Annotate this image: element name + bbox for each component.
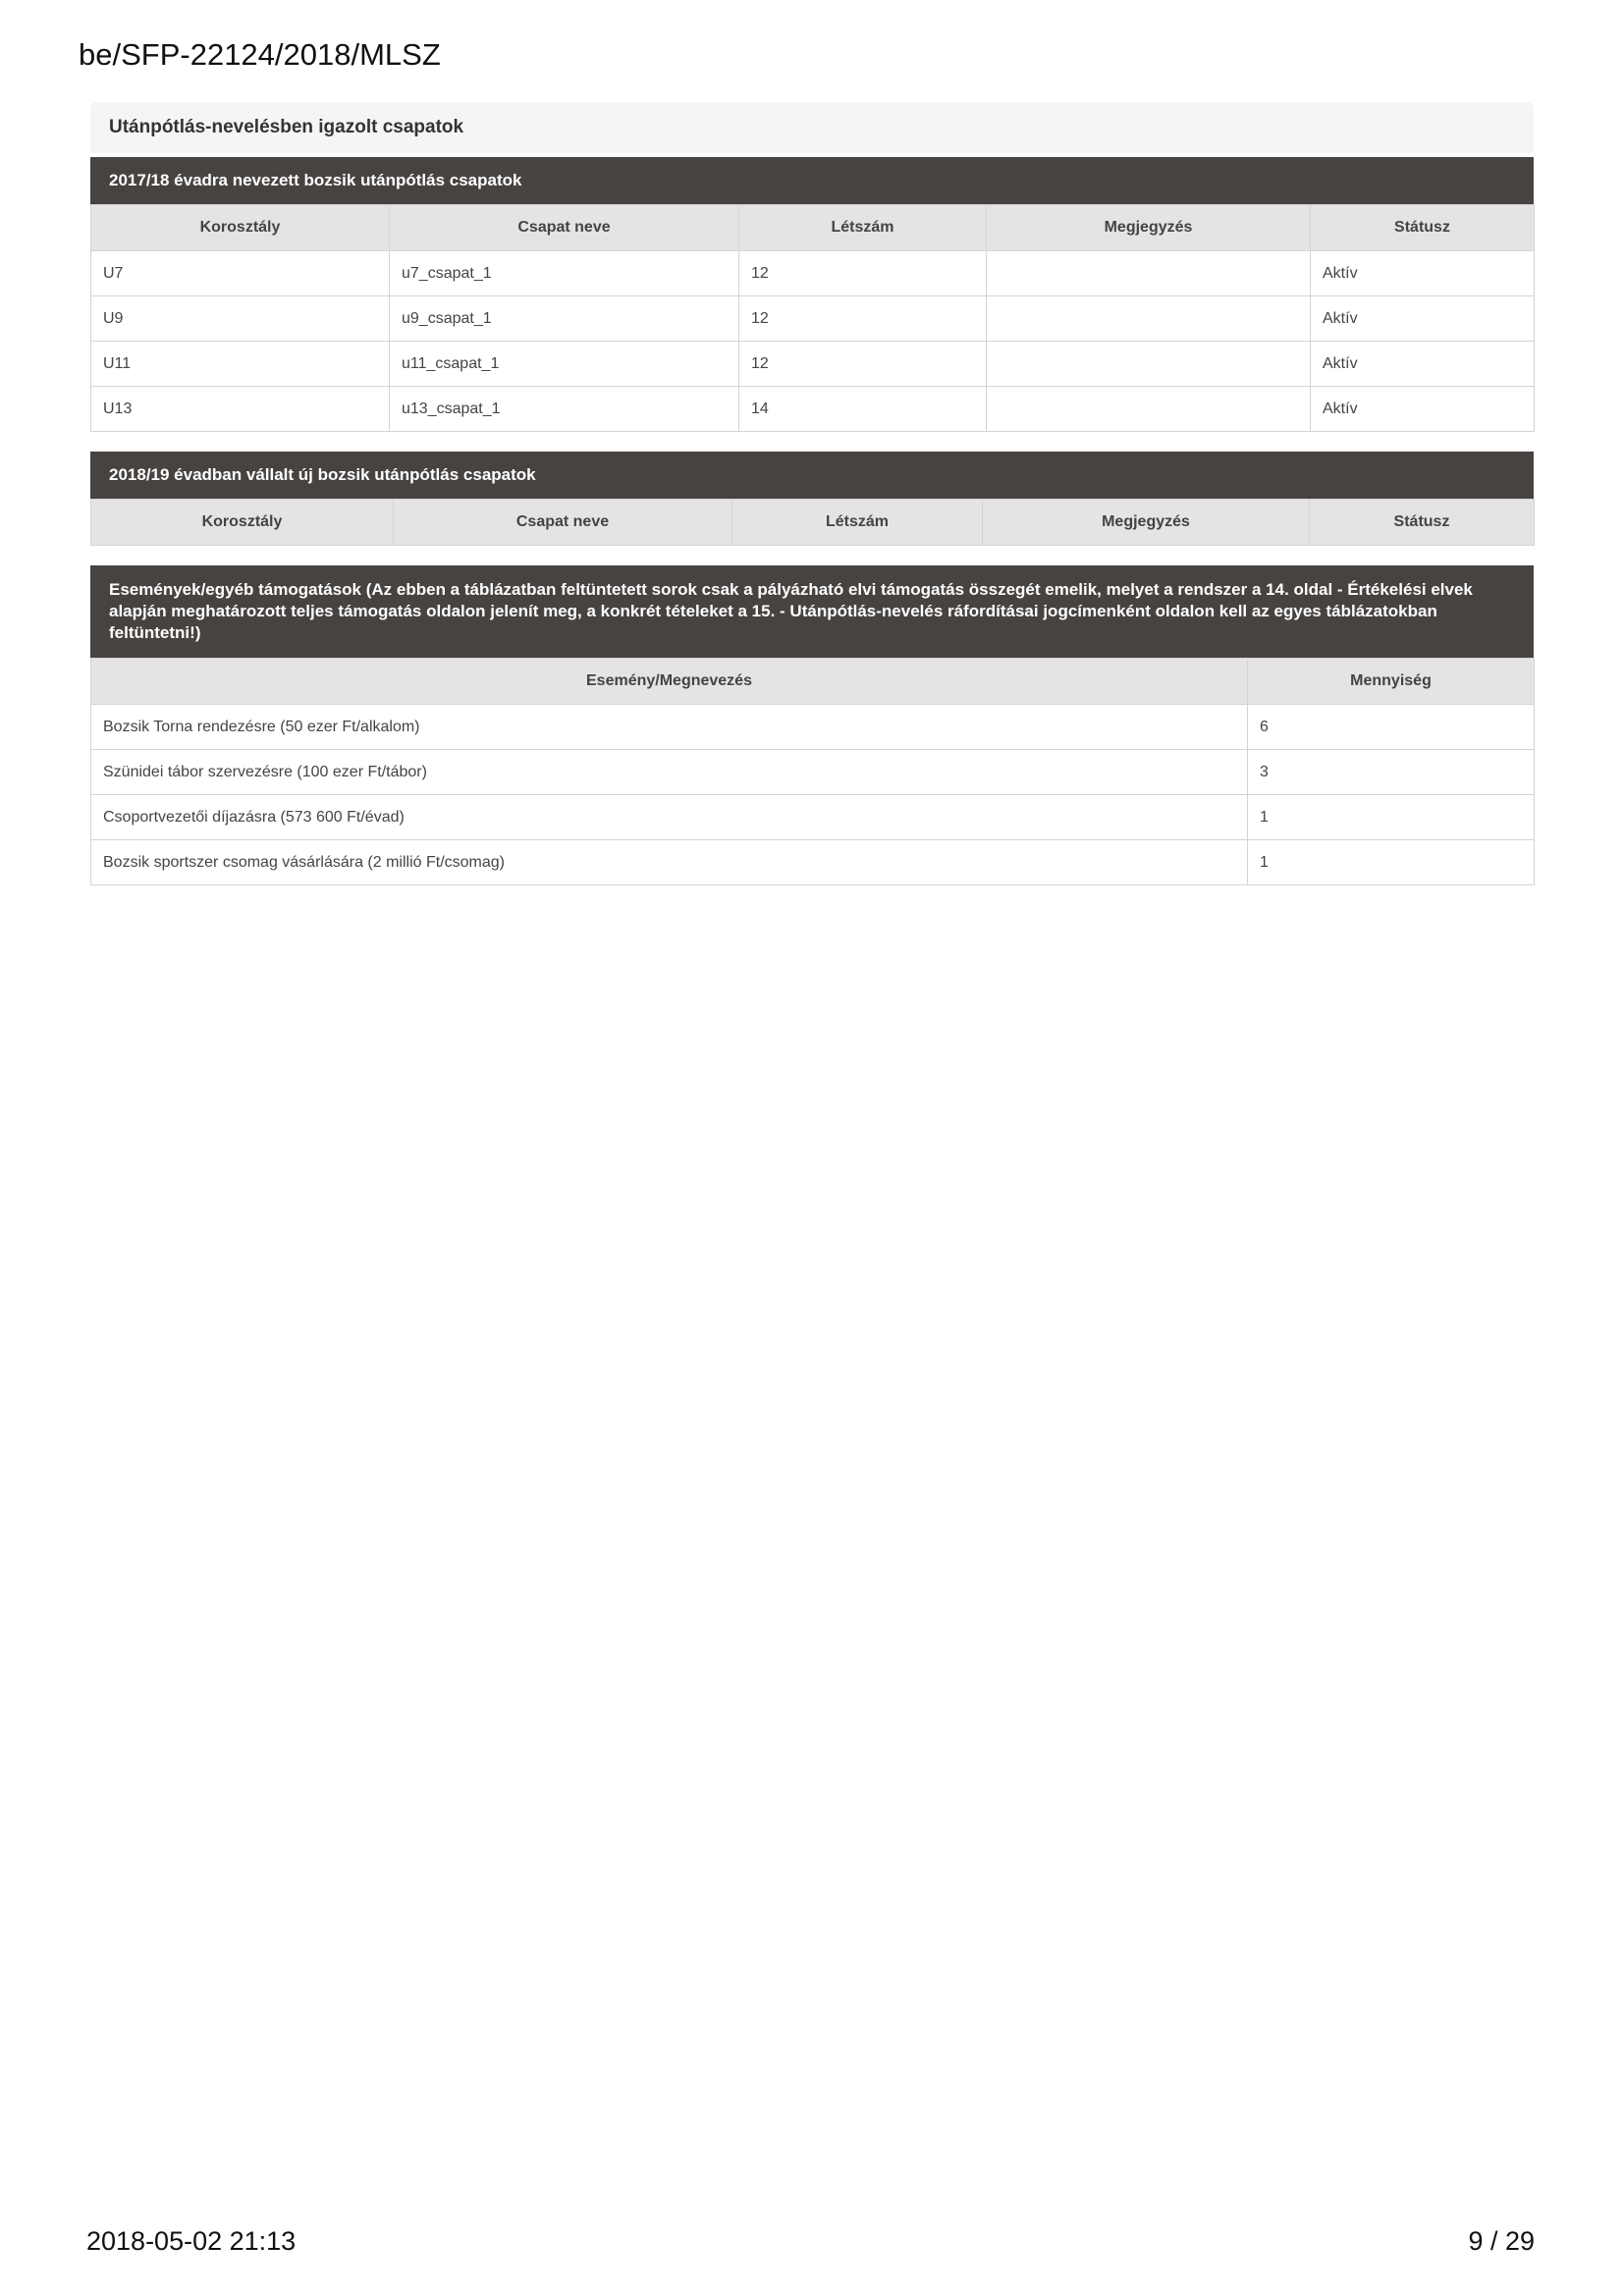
column-header-statusz: Státusz bbox=[1310, 500, 1535, 546]
cell-megjegyzes bbox=[987, 251, 1311, 296]
season-2017-table bbox=[90, 204, 1535, 432]
column-header-mennyiseg: Mennyiség bbox=[1248, 659, 1535, 705]
document-id: be/SFP-22124/2018/MLSZ bbox=[79, 37, 441, 72]
cell-letszam: 12 bbox=[739, 296, 987, 342]
cell-letszam: 14 bbox=[739, 387, 987, 432]
panel-title: Utánpótlás-nevelésben igazolt csapatok bbox=[90, 102, 1534, 153]
cell-mennyiseg: 1 bbox=[1248, 795, 1535, 840]
table-row bbox=[91, 795, 1535, 840]
events-section bbox=[90, 565, 1534, 885]
column-header-megjegyzes: Megjegyzés bbox=[987, 205, 1311, 251]
cell-mennyiseg: 6 bbox=[1248, 705, 1535, 750]
table-row bbox=[91, 296, 1535, 342]
column-header-korosztaly: Korosztály bbox=[91, 500, 394, 546]
column-header-csapat-neve: Csapat neve bbox=[394, 500, 732, 546]
cell-csapat-neve: u9_csapat_1 bbox=[390, 296, 739, 342]
table-row bbox=[91, 840, 1535, 885]
table-row bbox=[91, 342, 1535, 387]
cell-csapat-neve: u11_csapat_1 bbox=[390, 342, 739, 387]
season-2017-title: 2017/18 évadra nevezett bozsik utánpótlás csapatok bbox=[90, 157, 1534, 204]
table-row bbox=[91, 387, 1535, 432]
column-header-letszam: Létszám bbox=[732, 500, 983, 546]
table-row bbox=[91, 705, 1535, 750]
cell-letszam: 12 bbox=[739, 251, 987, 296]
cell-statusz: Aktív bbox=[1311, 342, 1535, 387]
cell-statusz: Aktív bbox=[1311, 251, 1535, 296]
cell-csapat-neve: u13_csapat_1 bbox=[390, 387, 739, 432]
cell-korosztaly: U11 bbox=[91, 342, 390, 387]
table-row bbox=[91, 750, 1535, 795]
cell-statusz: Aktív bbox=[1311, 387, 1535, 432]
season-2018-title: 2018/19 évadban vállalt új bozsik utánpótlás csapatok bbox=[90, 452, 1534, 499]
table-header-row bbox=[91, 659, 1535, 705]
season-2017-section bbox=[90, 157, 1534, 432]
column-header-statusz: Státusz bbox=[1311, 205, 1535, 251]
cell-letszam: 12 bbox=[739, 342, 987, 387]
cell-megjegyzes bbox=[987, 296, 1311, 342]
cell-esemeny: Szünidei tábor szervezésre (100 ezer Ft/tábor) bbox=[91, 750, 1248, 795]
events-table bbox=[90, 658, 1535, 885]
cell-esemeny: Bozsik sportszer csomag vásárlására (2 millió Ft/csomag) bbox=[91, 840, 1248, 885]
table-row bbox=[91, 251, 1535, 296]
cell-csapat-neve: u7_csapat_1 bbox=[390, 251, 739, 296]
column-header-megjegyzes: Megjegyzés bbox=[983, 500, 1310, 546]
events-title: Események/egyéb támogatások (Az ebben a táblázatban feltüntetett sorok csak a pályázható elvi támogatás összegét emelik, melyet a rendszer a 14. oldal - Értékelési elvek alapján meghatározott teljes támogatás oldalon jelenít meg, a konkrét tételeket a 15. - Utánpótlás-nevelés ráfordításai jogcímenként oldalon kell az egyes táblázatokban feltüntetni!) bbox=[90, 565, 1534, 658]
cell-mennyiseg: 1 bbox=[1248, 840, 1535, 885]
season-2018-section bbox=[90, 452, 1534, 546]
column-header-esemeny: Esemény/Megnevezés bbox=[91, 659, 1248, 705]
cell-megjegyzes bbox=[987, 342, 1311, 387]
column-header-csapat-neve: Csapat neve bbox=[390, 205, 739, 251]
cell-korosztaly: U9 bbox=[91, 296, 390, 342]
cell-esemeny: Csoportvezetői díjazásra (573 600 Ft/évad) bbox=[91, 795, 1248, 840]
cell-esemeny: Bozsik Torna rendezésre (50 ezer Ft/alkalom) bbox=[91, 705, 1248, 750]
cell-korosztaly: U7 bbox=[91, 251, 390, 296]
cell-megjegyzes bbox=[987, 387, 1311, 432]
season-2018-table bbox=[90, 499, 1535, 546]
footer-page-number: 9 / 29 bbox=[1468, 2226, 1535, 2256]
cell-mennyiseg: 3 bbox=[1248, 750, 1535, 795]
footer-timestamp: 2018-05-02 21:13 bbox=[86, 2226, 297, 2256]
column-header-korosztaly: Korosztály bbox=[91, 205, 390, 251]
cell-statusz: Aktív bbox=[1311, 296, 1535, 342]
table-header-row bbox=[91, 500, 1535, 546]
table-header-row bbox=[91, 205, 1535, 251]
cell-korosztaly: U13 bbox=[91, 387, 390, 432]
column-header-letszam: Létszám bbox=[739, 205, 987, 251]
